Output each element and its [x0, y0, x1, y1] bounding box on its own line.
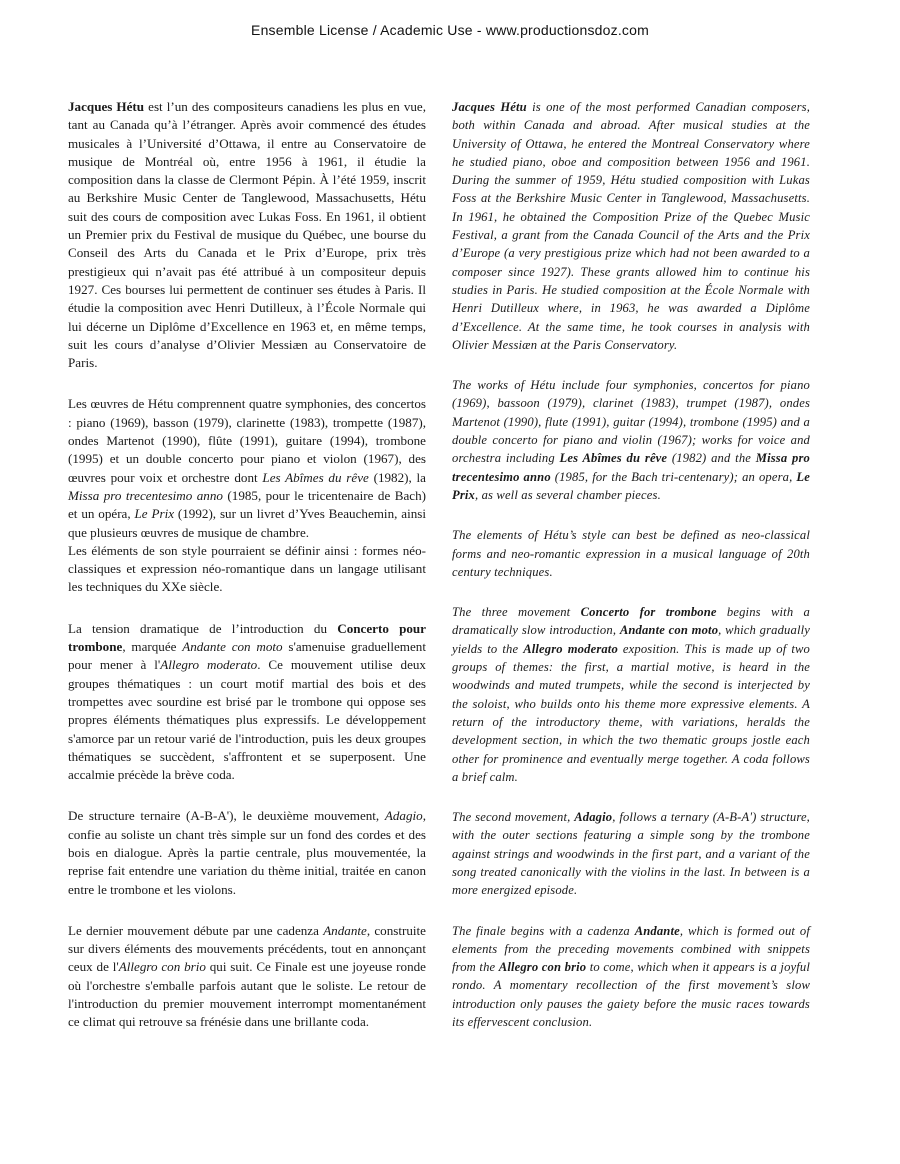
fr-second-movement-paragraph: De structure ternaire (A-B-A'), le deuxième mouvement, Adagio, confie au soliste un chant très simple sur un fond des cordes et des bois en dialogue. Après la partie centrale, plus mouvementée, la reprise fait entendre une variation du thème initial, traitée en canon entre le trombone et les violons.	[68, 808, 426, 897]
fr-composer-name: Jacques Hétu	[68, 99, 145, 114]
en-biography-paragraph: Jacques Hétu is one of the most performed Canadian composers, both within Canada and abroad. After musical studies at the University of Ottawa, he entered the Montreal Conservatory where he studied piano, oboe and composition between 1956 and 1961. During the summer of 1959, Hétu studied composition with Lukas Foss at the Berkshire Music Center in Tanglewood, Massachusetts. In 1961, he obtained the Composition Prize of the Quebec Music Festival, a grant from the Canada Council of the Arts and the Prix d’Europe (a very prestigious prize which had not been awarded to a composer since 1927). These grants allowed him to continue his studies in Paris. He studied composition at the École Normale with Henri Dutilleux where, in 1963, he was awarded a Diplôme d’Excellence. At the same time, he took courses in analysis with Olivier Messiæn at the Paris Conservatory.	[452, 100, 810, 352]
fr-biography-paragraph: Jacques Hétu est l’un des compositeurs canadiens les plus en vue, tant au Canada qu’à l’étranger. Après avoir commencé des études musicales à l’Université d’Ottawa, il entre au Conservatoire de musique de Montréal où, entre 1956 à 1961, il étudie la composition dans la classe de Clermont Pépin. À l’été 1959, inscrit au Berkshire Music Center de Tanglewood, Massachusetts, Hétu suit des cours de composition avec Lukas Foss. En 1961, il obtient un Premier prix du Festival de musique du Québec, une bourse du Conseil des Arts du Canada et le Prix d’Europe, prix très prestigieux qui n’avait pas été attribué à un compositeur depuis 1927. Ces bourses lui permettent de continuer ses études à Paris. Il étudie la composition avec Henri Dutilleux, à l’École Normale qui lui décerne un Diplôme d’Excellence en 1963 et, en même temps, suit les cours d’analyse d’Olivier Messiæn au Conservatoire de Paris.	[68, 99, 427, 371]
en-style-paragraph: The elements of Hétu’s style can best be defined as neo-classical forms and neo-romantic expression in a musical language of 20th century techniques.	[452, 528, 810, 579]
fr-finale-paragraph: Le dernier mouvement débute par une cadenza Andante, construite sur divers éléments des mouvements précédents, tout en annonçant ceux de l'Allegro con brio qui suit. Ce Finale est une joyeuse ronde où l'orchestre s'emballe parfois autant que le soliste. Le retour de l'introduction du premier mouvement interrompt momentanément ce climat qui retrouve sa frénésie dans une brillante coda.	[68, 922, 426, 1030]
license-header: Ensemble License / Academic Use - www.productionsdoz.com	[251, 22, 649, 38]
en-composer-name: Jacques Hétu	[452, 100, 527, 114]
english-column	[452, 98, 810, 1053]
french-column	[68, 98, 426, 1032]
fr-first-movement-paragraph: La tension dramatique de l’introduction du Concerto pour trombone, marquée Andante con moto s'amenuise graduellement pour mener à l'Allegro moderato. Ce mouvement utilise deux groupes thématiques : un court motif martial des bois et des trompettes avec sourdine est brisé par le trombone qui oppose ses propres éléments thématiques plus expressifs. Le développement s'amorce par un retour varié de l'introduction, puis les deux groupes thématiques se succèdent, s'affrontent et se superposent. Une accalmie précède la brève coda.	[68, 620, 426, 783]
en-second-movement-paragraph: The second movement, Adagio, follows a ternary (A-B-A') structure, with the outer sections featuring a simple song by the trombone against strings and woodwinds in the first part, and a variant of the song treated canonically with the violins in the last. In between is a more energized episode.	[452, 810, 810, 898]
en-first-movement-paragraph: The three movement Concerto for trombone begins with a dramatically slow introduction, Andante con moto, which gradually yields to the Allegro moderato exposition. This is made up of two groups of themes: the first, a martial motive, is heard in the woodwinds and muted trumpets, while the second is interjected by the soloist, who builds onto his theme more expressive elements. A return of the introductory theme, with variations, heralds the development section, in which the two thematic groups jostle each other for prominence and eventually merge together. A coda follows a brief calm.	[452, 605, 810, 784]
en-works-paragraph: The works of Hétu include four symphonies, concertos for piano (1969), bassoon (1979), clarinet (1983), trumpet (1987), ondes Martenot (1990), flute (1991), guitar (1994), trombone (1995) and a double concerto for piano and violin (1967); works for voice and orchestra including Les Abîmes du rêve (1982) and the Missa pro trecentesimo anno (1985, for the Bach tri-centenary); an opera, Le Prix, as well as several chamber pieces.	[452, 378, 810, 502]
fr-works-paragraph: Les œuvres de Hétu comprennent quatre symphonies, des concertos : piano (1969), basson (1979), clarinette (1983), trompette (1987), ondes Martenot (1990), flûte (1991), guitare (1994), trombone (1995) et un double concerto pour piano et violon (1967), des œuvres pour voix et orchestre dont Les Abîmes du rêve (1982), la Missa pro trecentesimo anno (1985, pour le tricentenaire de Bach) et un opéra, Le Prix (1992), sur un livret d’Yves Beauchemin, ainsi que plusieurs œuvres de musique de chambre.	[68, 396, 426, 540]
fr-style-paragraph: Les éléments de son style pourraient se définir ainsi : formes néo-classiques et expression néo-romantique dans un langage utilisant les techniques du XXe siècle.	[68, 542, 426, 595]
en-finale-paragraph: The finale begins with a cadenza Andante, which is formed out of elements from the preceding movements combined with snippets from the Allegro con brio to come, which when it appears is a joyful rondo. A momentary recollection of the first movement’s slow introduction only pauses the gaiety before the music races towards its effervescent conclusion.	[452, 923, 810, 1030]
